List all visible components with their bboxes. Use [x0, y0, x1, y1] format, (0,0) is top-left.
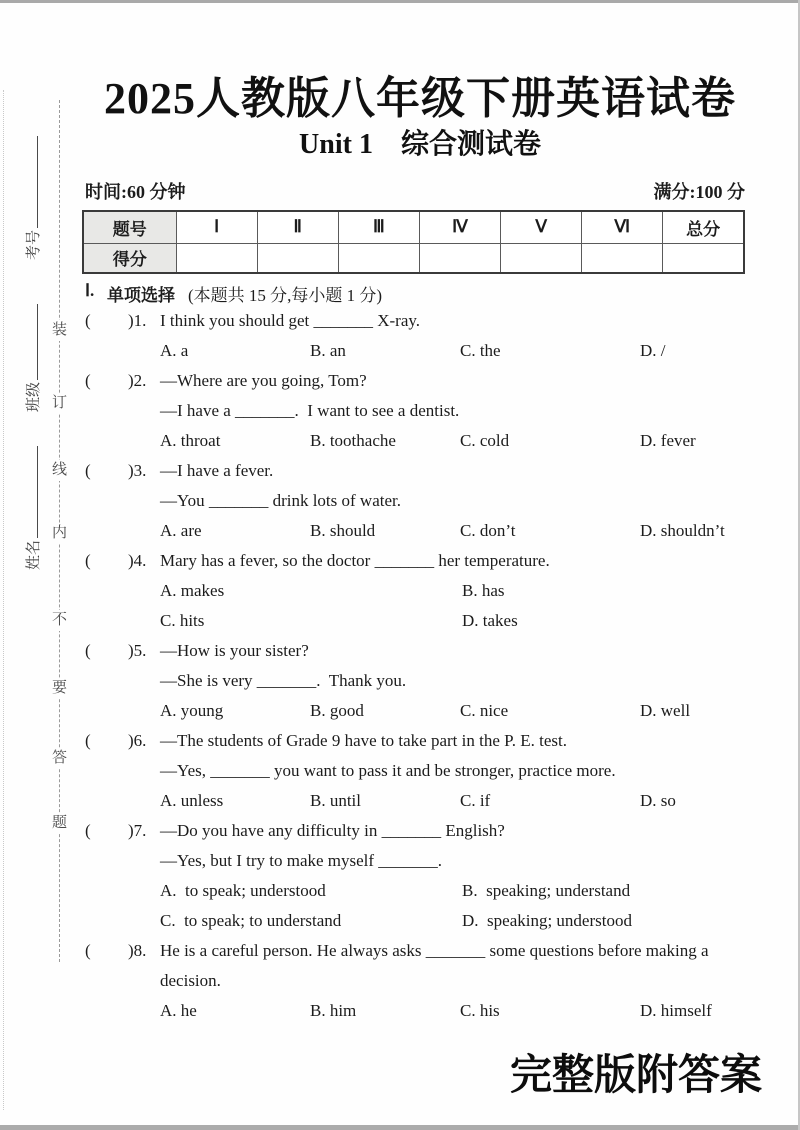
binding-char: 内 — [51, 523, 68, 544]
score-table-header-cell: 总分 — [663, 211, 744, 243]
full-score-label: 满分:100 分 — [653, 182, 745, 202]
question-text: —Yes, but I try to make myself _______. — [160, 851, 443, 870]
option-a: A. he — [160, 1001, 197, 1020]
question-section — [85, 281, 765, 1031]
score-table-header-cell: Ⅱ — [257, 211, 338, 243]
score-table-header-cell: Ⅰ — [176, 211, 257, 243]
option-a: A. young — [160, 701, 224, 720]
question-2-stem — [85, 371, 765, 401]
question-text: —Yes, _______ you want to pass it and be stronger, practice more. — [160, 761, 616, 780]
option-a: A. unless — [160, 791, 224, 810]
question-text: —She is very _______. Thank you. — [160, 671, 407, 690]
binding-char: 线 — [51, 460, 68, 481]
binding-char: 题 — [51, 813, 68, 834]
score-cell — [501, 243, 582, 273]
score-table-header-cell: Ⅳ — [419, 211, 500, 243]
question-7-stem — [85, 821, 765, 851]
answer-paren: ( — [85, 941, 91, 960]
question-text: —How is your sister? — [160, 641, 309, 660]
answer-paren: ( — [85, 461, 91, 480]
answer-paren: ( — [85, 641, 91, 660]
question-text: —The students of Grade 9 have to take part in the P. E. test. — [160, 731, 567, 750]
option-c: C. to speak; to understand — [160, 911, 342, 930]
option-b: B. toothache — [310, 431, 396, 450]
score-cell — [176, 243, 257, 273]
question-3-stem — [85, 461, 765, 491]
binding-char: 装 — [51, 320, 68, 341]
time-limit-label: 时间:60 分钟 — [85, 182, 186, 202]
class-label: 班级 — [26, 381, 42, 412]
option-b: B. speaking; understand — [462, 881, 631, 900]
question-3-stem-line2 — [85, 491, 765, 521]
question-text: I think you should get _______ X-ray. — [160, 311, 421, 330]
question-6-stem — [85, 731, 765, 761]
exam-number-blank-line — [25, 136, 38, 228]
question-text: He is a careful person. He always asks _______ some questions before making a — [160, 941, 709, 960]
question-7-options-row2 — [85, 911, 765, 941]
page-title: 2025人教版八年级下册英语试卷 — [104, 74, 736, 123]
option-a: A. throat — [160, 431, 221, 450]
answer-paren: ( — [85, 371, 91, 390]
binding-char: 订 — [51, 393, 68, 414]
option-d: D. well — [640, 701, 691, 720]
score-table-score-row — [83, 243, 744, 273]
option-c: C. hits — [160, 611, 205, 630]
score-table-header-cell: Ⅴ — [501, 211, 582, 243]
question-6-options — [85, 791, 765, 821]
option-c: C. cold — [460, 431, 510, 450]
score-cell — [663, 243, 744, 273]
option-b: B. him — [310, 1001, 357, 1020]
name-label: 姓名 — [26, 539, 42, 570]
answers-watermark: 完整版附答案 — [509, 1053, 762, 1099]
option-d: D. / — [640, 341, 666, 360]
option-b: B. good — [310, 701, 364, 720]
question-4-options-row1 — [85, 581, 765, 611]
question-number: )3. — [128, 461, 147, 480]
section-score-note: (本题共 15 分,每小题 1 分) — [188, 286, 383, 305]
score-table-header-cell: Ⅲ — [338, 211, 419, 243]
binding-char: 要 — [51, 678, 68, 699]
page-subtitle: Unit 1 综合测试卷 — [299, 129, 541, 160]
question-number: )8. — [128, 941, 147, 960]
option-d: D. shouldn’t — [640, 521, 725, 540]
question-5-stem-line2 — [85, 671, 765, 701]
binding-char: 不 — [51, 610, 68, 631]
question-text: —You _______ drink lots of water. — [160, 491, 401, 510]
section-numeral: Ⅰ. — [85, 281, 95, 300]
question-1-stem — [85, 311, 765, 341]
question-text: —Do you have any difficulty in _______ English? — [160, 821, 505, 840]
question-8-stem — [85, 941, 765, 971]
option-a: A. are — [160, 521, 202, 540]
score-row-label: 得分 — [83, 243, 176, 273]
option-d: D. so — [640, 791, 676, 810]
exam-number-label: 考号 — [26, 229, 42, 260]
question-number: )7. — [128, 821, 147, 840]
class-field — [22, 288, 44, 412]
scan-edge-top — [0, 0, 800, 3]
question-6-stem-line2 — [85, 761, 765, 791]
score-table-header-row — [83, 211, 744, 243]
question-7-stem-line2 — [85, 851, 765, 881]
option-a: A. a — [160, 341, 189, 360]
question-number: )5. — [128, 641, 147, 660]
option-a: A. to speak; understood — [160, 881, 326, 900]
question-number: )6. — [128, 731, 147, 750]
option-b: B. an — [310, 341, 346, 360]
question-4-stem — [85, 551, 765, 581]
score-cell — [419, 243, 500, 273]
answer-paren: ( — [85, 311, 91, 330]
answer-paren: ( — [85, 551, 91, 570]
option-b: B. should — [310, 521, 376, 540]
question-2-options — [85, 431, 765, 461]
option-c: C. if — [460, 791, 491, 810]
score-table-header-cell: 题号 — [83, 211, 176, 243]
scan-edge-bottom — [0, 1125, 800, 1130]
option-a: A. makes — [160, 581, 225, 600]
name-blank-line — [25, 446, 38, 538]
question-5-options — [85, 701, 765, 731]
section-name: 单项选择 — [107, 286, 175, 305]
score-table-header-cell: Ⅵ — [582, 211, 663, 243]
option-c: C. nice — [460, 701, 509, 720]
option-b: B. has — [462, 581, 505, 600]
option-c: C. his — [460, 1001, 500, 1020]
option-d: D. takes — [462, 611, 518, 630]
option-d: D. himself — [640, 1001, 712, 1020]
question-number: )1. — [128, 311, 147, 330]
question-number: )4. — [128, 551, 147, 570]
question-text: —I have a _______. I want to see a dentist. — [160, 401, 460, 420]
question-3-options — [85, 521, 765, 551]
exam-info-row — [85, 178, 745, 204]
score-cell — [257, 243, 338, 273]
scan-edge-left-dots — [3, 90, 4, 1110]
question-8-stem-line2 — [85, 971, 765, 1001]
score-cell — [582, 243, 663, 273]
question-1-options — [85, 341, 765, 371]
question-4-options-row2 — [85, 611, 765, 641]
question-7-options-row1 — [85, 881, 765, 911]
question-number: )2. — [128, 371, 147, 390]
option-c: C. don’t — [460, 521, 516, 540]
option-c: C. the — [460, 341, 501, 360]
answer-paren: ( — [85, 821, 91, 840]
score-table — [82, 210, 745, 274]
name-field — [22, 430, 44, 570]
question-text: —Where are you going, Tom? — [160, 371, 367, 390]
question-text: Mary has a fever, so the doctor _______ her temperature. — [160, 551, 550, 570]
option-d: D. fever — [640, 431, 696, 450]
score-cell — [338, 243, 419, 273]
question-2-stem-line2 — [85, 401, 765, 431]
option-d: D. speaking; understood — [462, 911, 632, 930]
question-text: decision. — [160, 971, 221, 990]
exam-number-field — [22, 120, 44, 260]
question-5-stem — [85, 641, 765, 671]
question-8-options — [85, 1001, 765, 1031]
section-heading — [85, 281, 765, 311]
option-b: B. until — [310, 791, 362, 810]
binding-char: 答 — [51, 748, 68, 769]
class-blank-line — [25, 304, 38, 380]
answer-paren: ( — [85, 731, 91, 750]
question-text: —I have a fever. — [160, 461, 274, 480]
